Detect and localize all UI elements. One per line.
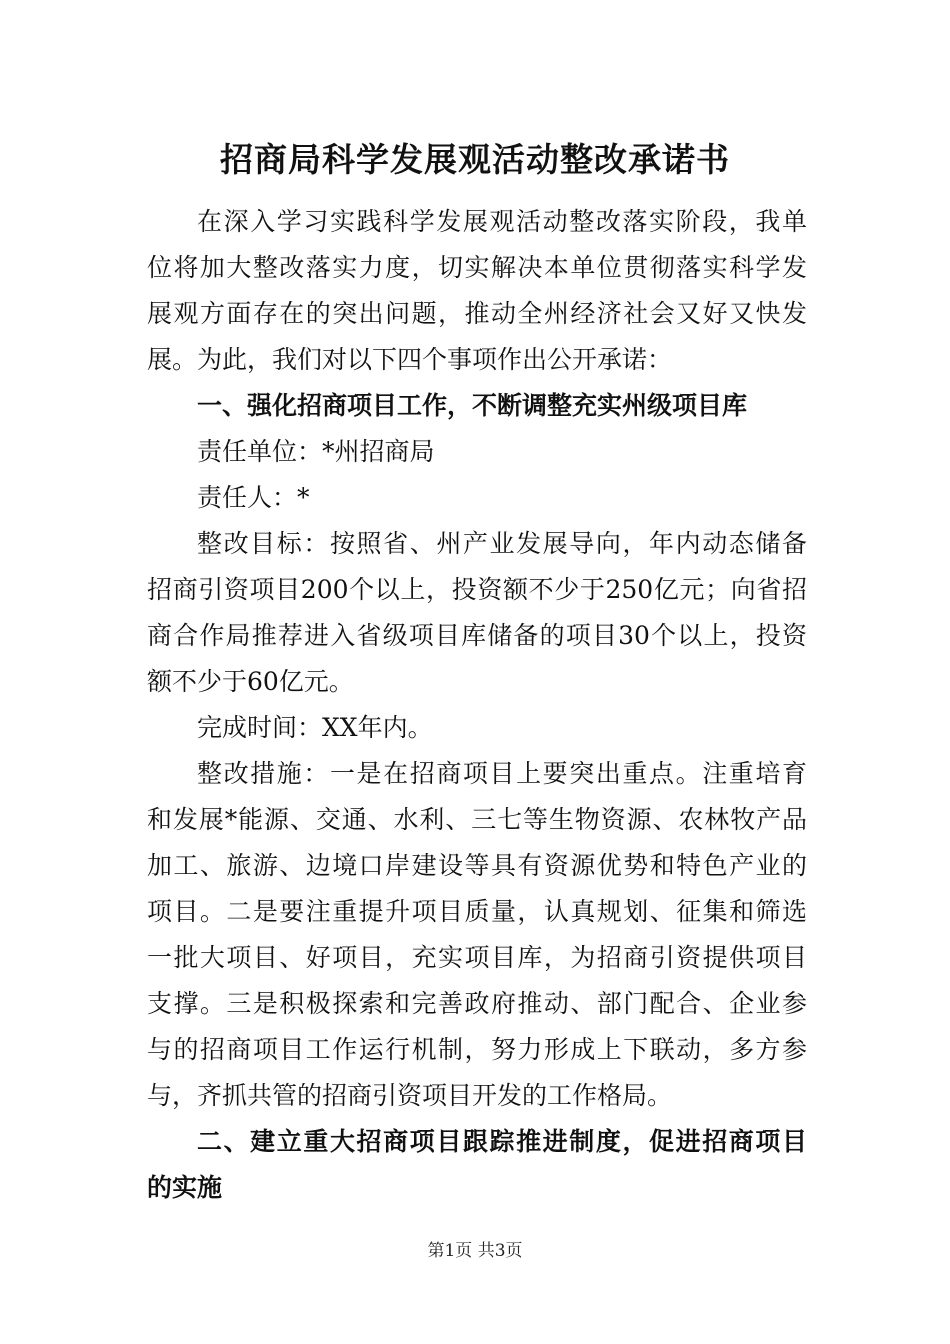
- section-heading-2: 二、建立重大招商项目跟踪推进制度，促进招商项目: [197, 1127, 807, 1156]
- paragraph-line: 与，齐抓共管的招商引资项目开发的工作格局。: [147, 1081, 673, 1110]
- paragraph-line: 加工、旅游、边境口岸建设等具有资源优势和特色产业的: [147, 851, 807, 880]
- paragraph-line: 整改措施：一是在招商项目上要突出重点。注重培育: [197, 759, 807, 788]
- paragraph-line: 项目。二是要注重提升项目质量，认真规划、征集和筛选: [147, 897, 807, 926]
- paragraph-line: 商合作局推荐进入省级项目库储备的项目30个以上，投资: [147, 621, 807, 650]
- document-title: 招商局科学发展观活动整改承诺书: [220, 140, 730, 179]
- paragraph-line: 整改目标：按照省、州产业发展导向，年内动态储备: [197, 529, 807, 558]
- paragraph-line: 展观方面存在的突出问题，推动全州经济社会又好又快发: [147, 299, 807, 328]
- paragraph-line: 展。为此，我们对以下四个事项作出公开承诺：: [147, 345, 673, 374]
- paragraph-line: 支撑。三是积极探索和完善政府推动、部门配合、企业参: [147, 989, 807, 1018]
- page-footer: 第1页 共3页: [427, 1241, 523, 1261]
- section-heading-1: 一、强化招商项目工作，不断调整充实州级项目库: [197, 391, 748, 420]
- paragraph-line: 额不少于60亿元。: [147, 667, 354, 696]
- paragraph-line: 与的招商项目工作运行机制，努力形成上下联动，多方参: [147, 1035, 807, 1064]
- section-heading-2-cont: 的实施: [147, 1173, 223, 1202]
- completion-time: 完成时间：XX年内。: [197, 713, 433, 742]
- paragraph-line: 和发展*能源、交通、水利、三七等生物资源、农林牧产品: [147, 805, 807, 834]
- responsible-unit: 责任单位：*州招商局: [197, 437, 435, 466]
- paragraph-line: 一批大项目、好项目，充实项目库，为招商引资提供项目: [147, 943, 807, 972]
- paragraph-line: 招商引资项目200个以上，投资额不少于250亿元；向省招: [147, 575, 807, 604]
- paragraph-line: 位将加大整改落实力度，切实解决本单位贯彻落实科学发: [147, 253, 807, 282]
- responsible-person: 责任人：*: [197, 483, 310, 512]
- paragraph-line: 在深入学习实践科学发展观活动整改落实阶段，我单: [197, 207, 807, 236]
